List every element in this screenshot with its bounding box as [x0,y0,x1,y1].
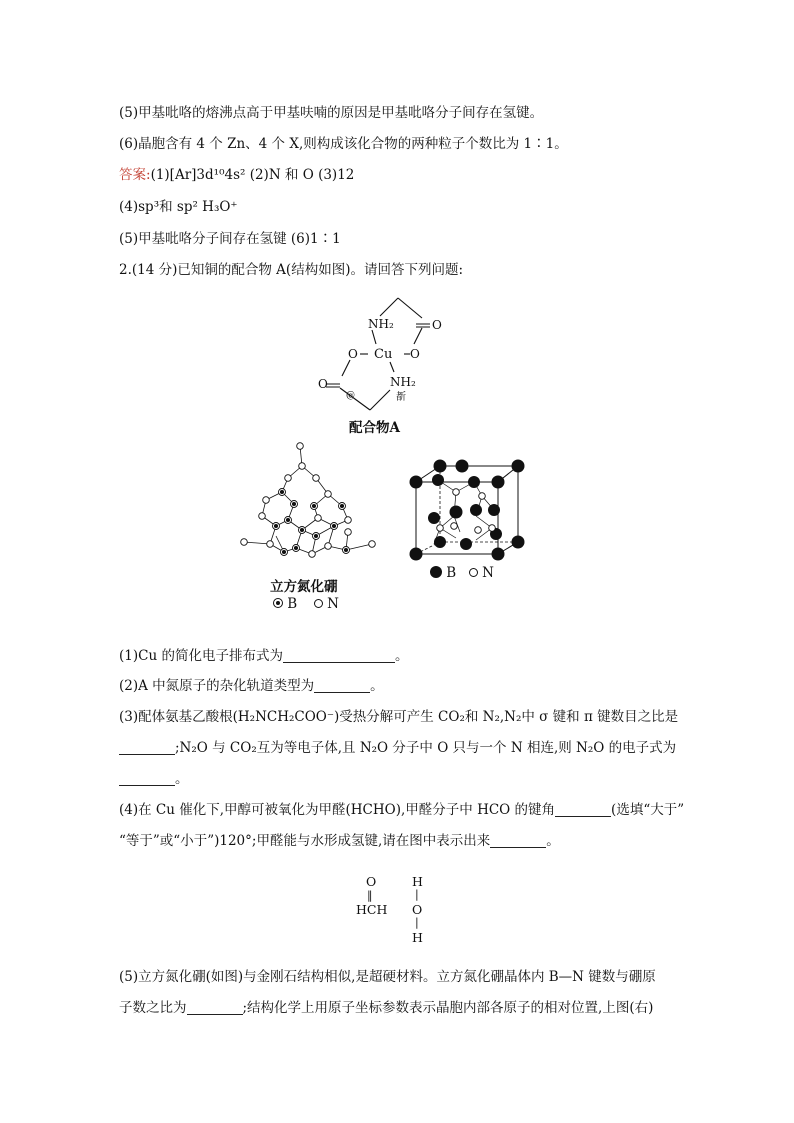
water-h-bottom-label: H [412,930,423,945]
question-4 [119,801,684,819]
question-2 [119,677,384,695]
n-atom-icon [469,568,478,577]
question-title: 2.(14 分)已知铜的配合物 A(结构如图)。请回答下列问题: [119,262,464,278]
question-3-cont [119,739,676,757]
answer-blank[interactable] [187,1000,243,1015]
formaldehyde-o-label: O [366,874,377,889]
question-text: 。 [370,678,384,694]
question-1 [119,647,408,665]
question-3-cont [119,770,189,788]
b-atom-icon [273,598,283,608]
answer-blank[interactable] [283,648,395,663]
question-3: (3)配体氨基乙酸根(H₂NCH₂COO⁻)受热分解可产生 CO₂和 N₂,N₂中 σ 键和 π 键数目之比是 [119,709,679,725]
question-text: 。 [546,833,560,849]
complex-a-caption: 配合物A [349,420,400,436]
answer-line [119,166,354,184]
hcho-water-diagram [350,872,440,948]
legend-b-label: B [446,565,457,581]
cu-label: Cu [374,347,393,362]
unit-cell-diagram [404,456,532,566]
question-text: ;结构化学上用原子坐标参数表示晶胞内部各原子的相对位置,上图(右) [242,1000,654,1016]
answer-blank[interactable] [314,678,370,693]
o-right-top-label: O [432,318,442,332]
question-text: (2)A 中氮原子的杂化轨道类型为 [119,678,315,694]
stray-glyph: @ [346,391,355,401]
legend-b-label: B [287,596,298,612]
o-left-label: O [348,347,358,361]
answer-label: 答案: [119,167,151,183]
question-5-cont [119,999,653,1017]
answer-text: (1)[Ar]3d¹⁰4s² (2)N 和 O (3)12 [150,167,355,183]
answer-blank[interactable] [119,771,175,786]
question-text: “等于”或“小于”)120°;甲醛能与水形成氢键,请在图中表示出来 [119,833,491,849]
question-text: (选填“大于” [611,802,685,818]
double-bond-symbol: ‖ [367,889,373,902]
question-5: (5)立方氮化硼(如图)与金刚石结构相似,是超硬材料。立方氮化硼晶体内 B—N 键数与硼原 [119,969,656,985]
complex-a-diagram [310,288,460,418]
legend-n-label: N [327,596,339,612]
cubic-bn-caption: 立方氮化硼 [270,579,338,595]
water-h-top-label: H [412,874,423,889]
question-text: (1)Cu 的简化电子排布式为 [119,648,283,664]
question-text: 。 [394,648,409,664]
question-text: 。 [175,771,189,787]
legend-n-label: N [482,565,494,581]
water-bond-top: | [415,888,419,901]
question-text: ;N₂O 与 CO₂互为等电子体,且 N₂O 分子中 O 只与一个 N 相连,则 N₂O 的电子式为 [175,740,677,756]
text-line: (4)sp³和 sp² H₃O⁺ [119,199,238,215]
n-atom-icon [314,599,323,608]
answer-blank[interactable] [119,740,175,755]
answer-blank[interactable] [490,833,546,848]
nh2-bottom-label: NH₂ [390,375,416,389]
question-text: 子数之比为 [119,1000,187,1016]
nh2-top-label: NH₂ [368,317,394,331]
text-line: (5)甲基吡咯的熔沸点高于甲基呋喃的原因是甲基吡咯分子间存在氢键。 [119,105,544,121]
o-left-bottom-label: O [318,377,328,391]
stray-glyph: 斱 [396,392,406,403]
answer-blank[interactable] [555,802,611,817]
text-line: (6)晶胞含有 4 个 Zn、4 个 X,则构成该化合物的两种粒子个数比为 1∶1。 [119,136,568,152]
b-atom-filled-icon [430,566,442,578]
question-text: (4)在 Cu 催化下,甲醇可被氧化为甲醛(HCHO),甲醛分子中 HCO 的键角 [119,802,556,818]
hch-label: HCH [356,902,388,917]
water-o-label: O [412,902,423,917]
question-4-cont [119,832,560,850]
cubic-bn-legend [273,596,339,612]
o-right-label: O [410,347,420,361]
cubic-bn-diagram [236,440,384,572]
unit-cell-legend [430,565,494,581]
water-bond-bottom: | [415,916,419,929]
text-line: (5)甲基吡咯分子间存在氢键 (6)1∶1 [119,231,341,247]
